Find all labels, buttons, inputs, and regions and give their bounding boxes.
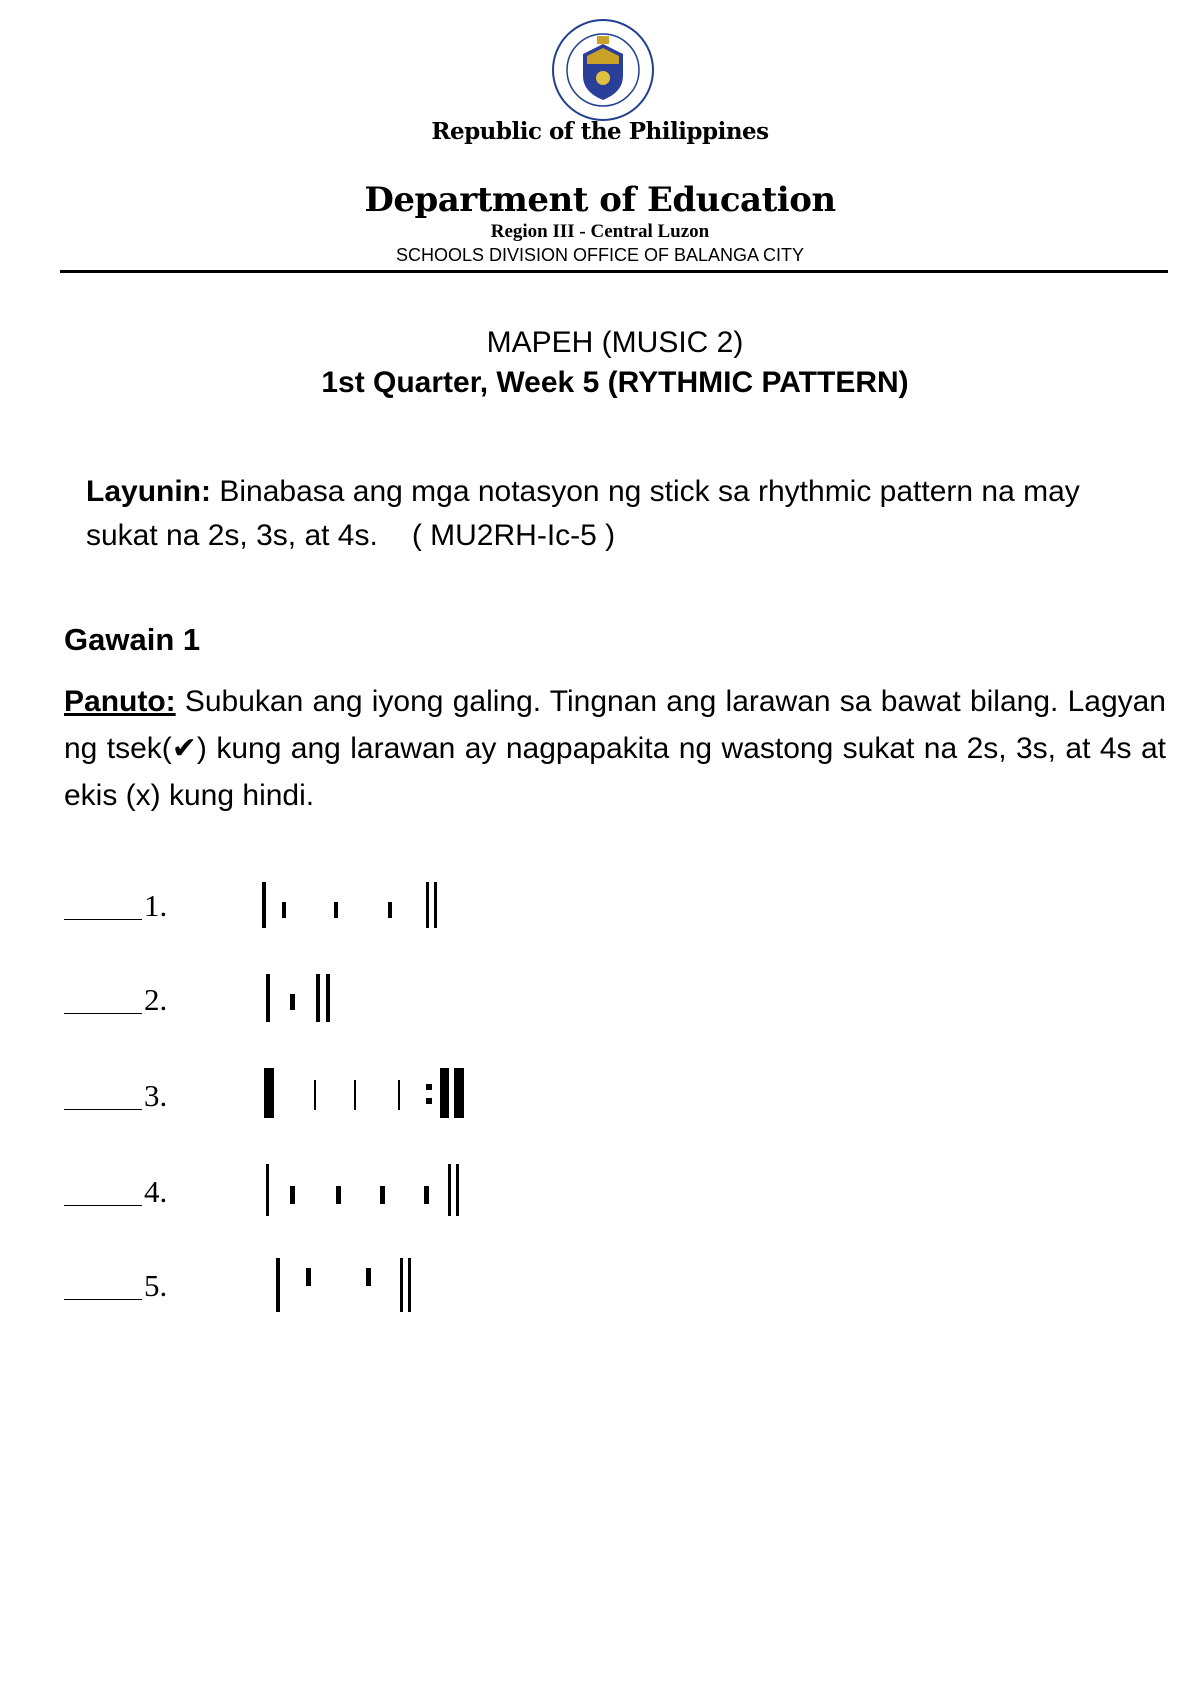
answer-blank[interactable] bbox=[64, 1205, 142, 1206]
list-item bbox=[64, 968, 564, 1028]
stick-notation-icon bbox=[194, 968, 514, 1028]
stick-notation-icon bbox=[194, 1160, 514, 1220]
item-number: 3. bbox=[144, 1078, 168, 1113]
objective-label: Layunin: bbox=[86, 475, 211, 508]
stick-notation-icon bbox=[194, 874, 514, 934]
stick-notation-icon bbox=[194, 1064, 514, 1124]
department-heading: Department of Education bbox=[364, 180, 836, 220]
quarter-title: 1st Quarter, Week 5 (RYTHMIC PATTERN) bbox=[321, 366, 909, 399]
item-number: 4. bbox=[144, 1174, 168, 1209]
division-office-heading: SCHOOLS DIVISION OFFICE OF BALANGA CITY bbox=[395, 245, 805, 265]
instructions-text: Subukan ang iyong galing. Tingnan ang larawan sa bawat bilang. Lagyan ng tsek(✔) kung ang larawan ay nagpapakita ng wastong sukat na 2s, 3s, at 4s at ekis (x) kung hindi. bbox=[64, 685, 1166, 812]
republic-heading: Republic of the Philippines bbox=[431, 118, 769, 145]
item-number: 1. bbox=[144, 888, 168, 923]
answer-blank[interactable] bbox=[64, 1299, 142, 1300]
stick-notation-icon bbox=[194, 1254, 514, 1314]
instructions-label: Panuto: bbox=[64, 685, 176, 718]
item-number: 5. bbox=[144, 1268, 168, 1303]
deped-seal-icon bbox=[551, 18, 655, 122]
subject-title: MAPEH (MUSIC 2) bbox=[486, 326, 744, 359]
list-item bbox=[64, 874, 564, 934]
objective bbox=[86, 470, 1126, 558]
list-item bbox=[64, 1064, 564, 1124]
objective-text: Binabasa ang mga notasyon ng stick sa rhythmic pattern na may sukat na 2s, 3s, at 4s. bbox=[86, 475, 1080, 552]
answer-blank[interactable] bbox=[64, 1109, 142, 1110]
answer-blank[interactable] bbox=[64, 919, 142, 920]
letterhead-divider bbox=[60, 270, 1168, 273]
answer-blank[interactable] bbox=[64, 1013, 142, 1014]
competency-code: ( MU2RH-Ic-5 ) bbox=[411, 519, 616, 552]
activity-title: Gawain 1 bbox=[64, 622, 201, 657]
list-item bbox=[64, 1254, 564, 1314]
region-heading: Region III - Central Luzon bbox=[490, 221, 710, 242]
list-item bbox=[64, 1160, 564, 1220]
instructions bbox=[64, 678, 1166, 819]
item-number: 2. bbox=[144, 982, 168, 1017]
